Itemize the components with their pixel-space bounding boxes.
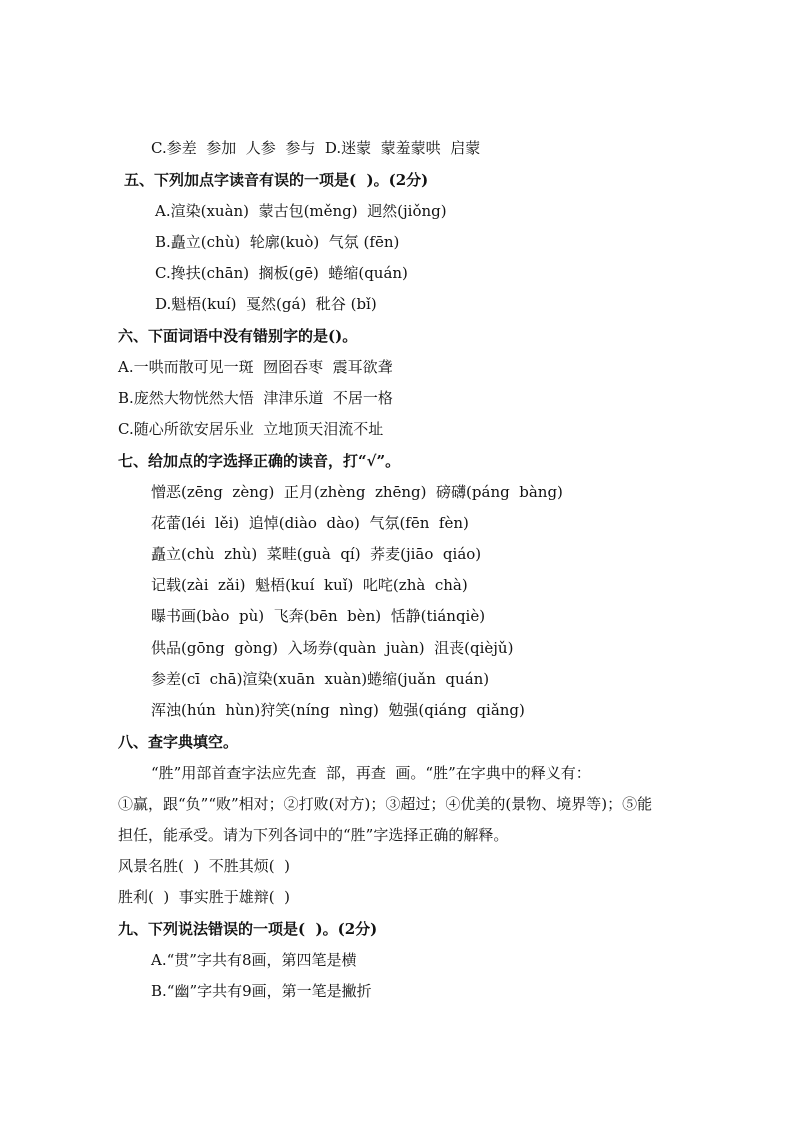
q7-row-5: 曝书画(bào pù) 飞奔(bēn bèn) 恬静(tiánqiè) xyxy=(151,607,486,625)
q5-option-b: B.矗立(chù) 轮廓(kuò) 气氛 (fēn) xyxy=(155,233,400,251)
q8-paragraph-line-3: 担任，能承受。请为下列各词中的“胜”字选择正确的解释。 xyxy=(118,826,509,844)
q9-option-b: B.“幽”字共有9画，第一笔是撇折 xyxy=(151,982,372,1000)
q8-blank-row-1: 风景名胜( ) 不胜其烦( ) xyxy=(118,857,291,875)
q8-heading: 八、查字典填空。 xyxy=(118,733,239,751)
q8-paragraph-line-1: “胜”用部首查字法应先查 部，再查 画。“胜”在字典中的释义有： xyxy=(151,764,591,782)
q8-paragraph-line-2: ①赢，跟“负”“败”相对；②打败(对方)；③超过；④优美的(景物、境界等)；⑤能 xyxy=(118,795,653,813)
q7-row-7: 参差(cī chā)渲染(xuān xuàn)蜷缩(juǎn quán) xyxy=(151,670,490,688)
q6-option-c: C.随心所欲安居乐业 立地顶天泪流不址 xyxy=(118,420,384,438)
q5-option-d: D.魁梧(kuí) 戛然(gá) 秕谷 (bǐ) xyxy=(155,295,377,313)
q7-row-2: 花蕾(léi lěi) 追悼(diào dào) 气氛(fēn fèn) xyxy=(151,514,469,532)
q5-option-a: A.渲染(xuàn) 蒙古包(měng) 迥然(jiǒng) xyxy=(155,202,447,220)
q7-row-6: 供品(gōng gòng) 入场券(quàn juàn) 沮丧(qièjǔ) xyxy=(151,639,514,657)
q5-heading: 五、下列加点字读音有误的一项是( )。(2分) xyxy=(124,171,429,189)
q7-heading: 七、给加点的字选择正确的读音，打“√”。 xyxy=(118,452,401,470)
q5-option-c: C.搀扶(chān) 搁板(gē) 蜷缩(quán) xyxy=(155,264,408,282)
q8-blank-row-2: 胜利( ) 事实胜于雄辩( ) xyxy=(118,888,291,906)
q6-heading: 六、下面词语中没有错别字的是()。 xyxy=(118,327,358,345)
q7-row-1: 憎恶(zēng zèng) 正月(zhèng zhēng) 磅礴(páng bàng) xyxy=(151,483,563,501)
q7-row-8: 浑浊(hún hùn)狩笑(níng nìng) 勉强(qiáng qiǎng) xyxy=(151,701,525,719)
q7-row-4: 记载(zài zǎi) 魁梧(kuí kuǐ) 叱咤(zhà chà) xyxy=(151,576,468,594)
q9-option-a: A.“贯”字共有8画，第四笔是横 xyxy=(151,951,357,969)
q6-option-a: A.一哄而散可见一斑 囫囵吞枣 震耳欲聋 xyxy=(118,358,393,376)
q6-option-b: B.庞然大物恍然大悟 津津乐道 不居一格 xyxy=(118,389,393,407)
q9-heading: 九、下列说法错误的一项是( )。(2分) xyxy=(118,920,378,938)
q4-option-c-d: C.参差 参加 人参 参与 D.迷蒙 蒙羞蒙哄 启蒙 xyxy=(151,139,481,157)
q7-row-3: 矗立(chù zhù) 菜畦(guà qí) 荞麦(jiāo qiáo) xyxy=(151,545,482,563)
